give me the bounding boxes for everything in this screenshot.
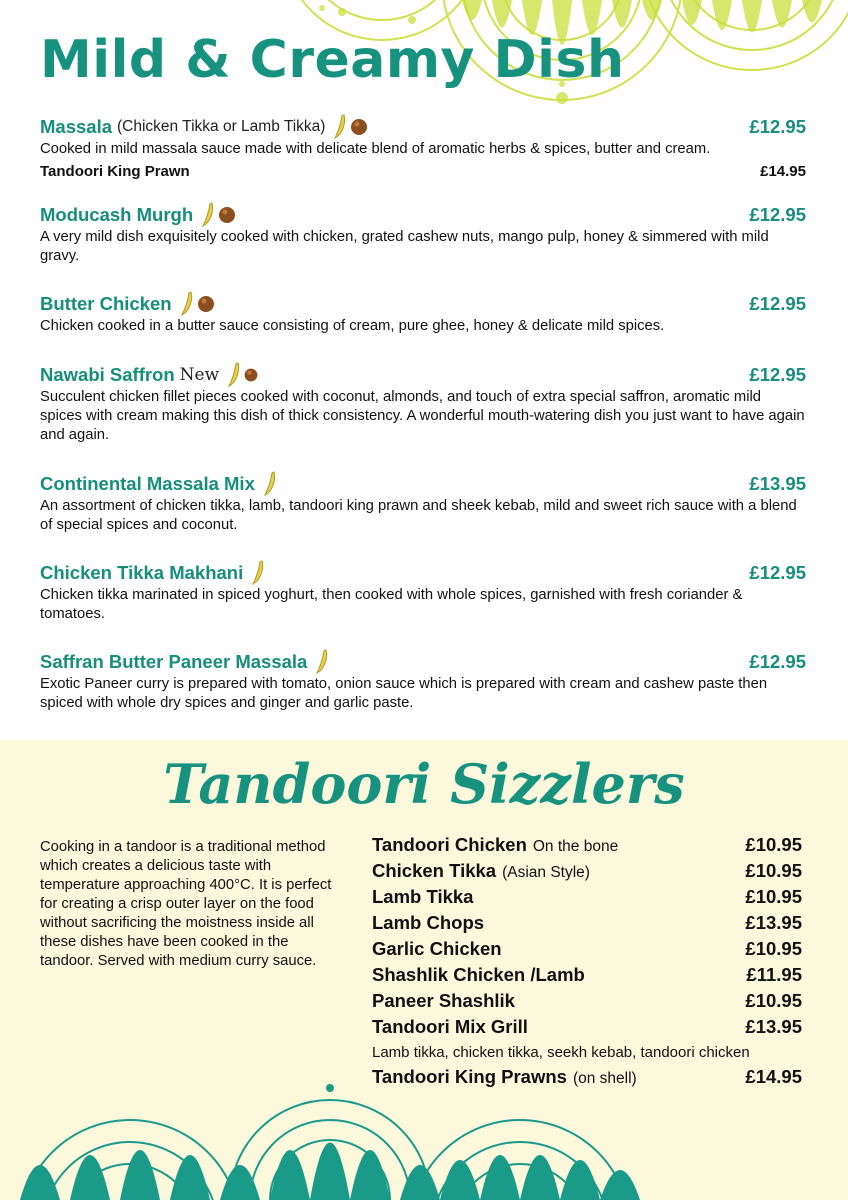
sizzler-price: £10.95: [745, 938, 802, 959]
sizzler-price: £10.95: [745, 834, 802, 855]
sizzler-price: £13.95: [745, 912, 802, 933]
sizzler-item: [372, 964, 802, 990]
dish-variant-price: £14.95: [760, 163, 806, 180]
sizzler-name: Tandoori Mix Grill: [372, 1016, 528, 1037]
mild-chilli-icon: [180, 291, 194, 317]
sizzler-list: [372, 834, 802, 1092]
dish-price: £12.95: [749, 562, 806, 583]
dish-price: £13.95: [749, 473, 806, 494]
mild-chilli-icon: [201, 202, 215, 228]
dish-description: Succulent chicken fillet pieces cooked with coconut, almonds, and touch of extra special saffron, aromatic mild spices with cream making this dish of thick consistency. A wonderful mouth-watering dish you just want to have again and again.: [40, 389, 805, 443]
nut-icon: [243, 367, 259, 383]
sizzler-name: Tandoori Chicken: [372, 834, 527, 855]
nut-icon: [349, 117, 369, 137]
sizzler-name: Lamb Chops: [372, 912, 485, 933]
new-badge: New: [179, 365, 220, 385]
sizzler-price: £13.95: [745, 1016, 802, 1037]
dish-name: Massala: [40, 116, 112, 137]
dish-price: £12.95: [749, 116, 806, 137]
dish-name: Nawabi Saffron: [40, 364, 175, 385]
sizzler-item: [372, 860, 802, 886]
dish-nawabi-saffron: [40, 362, 806, 445]
sizzler-price: £14.95: [745, 1066, 802, 1087]
tandoori-intro-text: Cooking in a tandoor is a traditional method which creates a delicious taste with temperature approaching 400°C. It is perfect for creating a crisp outer layer on the food without sacrificing the moistness inside all these dishes have been cooked in the tandoor. Served with medium curry sauce.: [40, 839, 332, 969]
dish-description: An assortment of chicken tikka, lamb, tandoori king prawn and sheek kebab, mild and sweet rich sauce with a blend of special spices and coconut.: [40, 498, 797, 533]
dish-price: £12.95: [749, 204, 806, 225]
sizzler-name: Lamb Tikka: [372, 886, 474, 907]
mild-chilli-icon: [333, 114, 347, 140]
dish-saffran-butter-paneer-massala: [40, 649, 806, 713]
sizzler-name: Garlic Chicken: [372, 938, 502, 959]
sizzler-name: Tandoori King Prawns: [372, 1066, 567, 1087]
bottom-mandala-decoration: [0, 1080, 848, 1200]
mild-chilli-icon: [227, 362, 241, 388]
sizzler-name: Shashlik Chicken /Lamb: [372, 964, 585, 985]
dish-description: Chicken cooked in a butter sauce consisting of cream, pure ghee, honey & delicate mild spices.: [40, 318, 665, 334]
sizzler-name: Chicken Tikka: [372, 860, 497, 881]
dish-price: £12.95: [749, 651, 806, 672]
dish-variant-row: [40, 163, 806, 180]
sizzler-subtitle: (Asian Style): [502, 864, 590, 881]
sizzler-item: [372, 886, 802, 912]
mild-chilli-icon: [263, 471, 277, 497]
dish-name: Continental Massala Mix: [40, 473, 255, 494]
mild-chilli-icon: [251, 560, 265, 586]
dish-description: Cooked in mild massala sauce made with delicate blend of aromatic herbs & spices, butter and cream.: [40, 141, 711, 157]
sizzler-price: £10.95: [745, 860, 802, 881]
nut-icon: [217, 205, 237, 225]
dish-price: £12.95: [749, 293, 806, 314]
nut-icon: [196, 294, 216, 314]
dish-subtitle: (Chicken Tikka or Lamb Tikka): [117, 118, 326, 135]
sizzler-item: [372, 912, 802, 938]
dish-name: Butter Chicken: [40, 293, 172, 314]
sizzler-price: £11.95: [746, 964, 802, 985]
dish-continental-massala-mix: [40, 471, 806, 535]
sizzler-subtitle: (on shell): [572, 1070, 637, 1087]
dish-name: Saffran Butter Paneer Massala: [40, 651, 308, 672]
sizzler-item: [372, 990, 802, 1016]
sizzler-subtitle: On the bone: [532, 838, 619, 855]
sizzler-name: Paneer Shashlik: [372, 990, 515, 1011]
sizzler-item: [372, 938, 802, 964]
dish-chicken-tikka-makhani: [40, 560, 806, 624]
tandoori-section-title: Tandoori Sizzlers: [163, 752, 685, 816]
dish-variant-name: Tandoori King Prawn: [40, 163, 190, 180]
dish-description: Exotic Paneer curry is prepared with tomato, onion sauce which is prepared with cream and cashew paste then spiced with whole dry spices and ginger and garlic paste.: [40, 676, 768, 711]
dish-price: £12.95: [749, 364, 806, 385]
dish-description: A very mild dish exquisitely cooked with chicken, grated cashew nuts, mango pulp, honey & simmered with mild gravy.: [40, 229, 769, 264]
dish-name: Chicken Tikka Makhani: [40, 562, 244, 583]
sizzler-price: £10.95: [745, 990, 802, 1011]
mild-section-title: Mild & Creamy Dish: [40, 30, 625, 90]
dish-description: Chicken tikka marinated in spiced yoghurt, then cooked with whole spices, garnished with fresh coriander & tomatoes.: [40, 587, 743, 622]
sizzler-item: [372, 1066, 802, 1092]
dish-moducash-murgh: [40, 202, 806, 266]
sizzler-item: [372, 834, 802, 860]
dish-massala: [40, 114, 806, 180]
sizzler-item: [372, 1016, 802, 1042]
dish-name: Moducash Murgh: [40, 204, 194, 225]
sizzler-price: £10.95: [745, 886, 802, 907]
mild-chilli-icon: [315, 649, 329, 675]
dish-butter-chicken: [40, 291, 806, 336]
sizzler-description: Lamb tikka, chicken tikka, seekh kebab, tandoori chicken: [372, 1044, 750, 1061]
